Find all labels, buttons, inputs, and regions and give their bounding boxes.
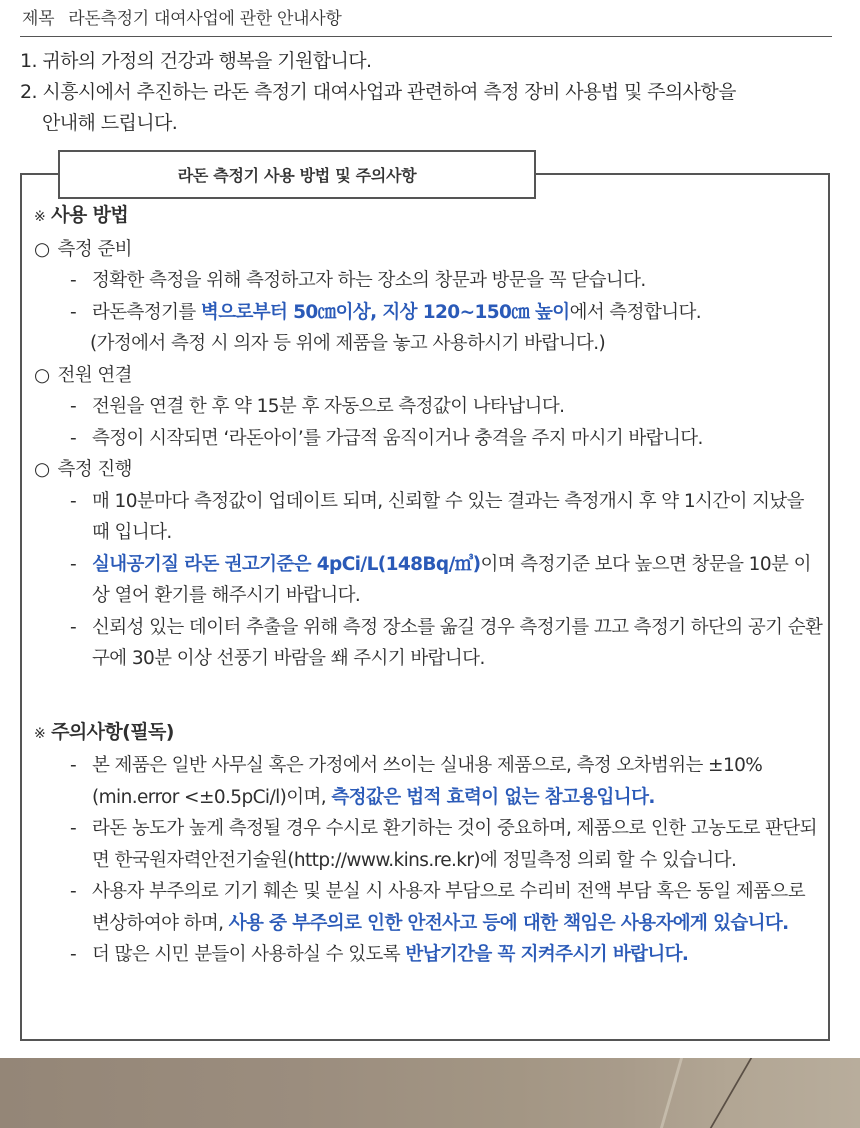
document-subject: [22, 6, 832, 32]
intro-item-2: 2. 시흥시에서 추진하는 라돈 측정기 대여사업과 관련하여 측정 장비 사용법 및 주의사항을: [20, 81, 736, 103]
subsection-progress-heading: ○ 측정 진행: [34, 459, 132, 480]
subject-divider: [20, 36, 832, 37]
circle-bullet-icon: ○: [34, 459, 50, 480]
wall-photo: [0, 1058, 860, 1128]
highlight-text: 반납기간을 꼭 지켜주시기 바랍니다.: [405, 944, 689, 965]
highlight-text: 벽으로부터 50㎝이상, 지상 120~150㎝ 높이: [200, 301, 570, 323]
progress-bullet-1: - 매 10분마다 측정값이 업데이트 되며, 신뢰할 수 있는 결과는 측정개시 후 약 1시간이 지났을 때 입니다.: [70, 490, 804, 543]
instructions-content: [34, 198, 824, 971]
highlight-text: 실내공기질 라돈 권고기준은 4pCi/L(148Bq/㎥): [92, 553, 481, 575]
reference-mark-icon: ※: [34, 209, 46, 225]
power-bullet-2: - 측정이 시작되면 ‘라돈아이’를 가급적 움직이거나 충격을 주지 마시기 바랍니다.: [70, 427, 703, 449]
prep-bullet-2: - 라돈측정기를 벽으로부터 50㎝이상, 지상 120~150㎝ 높이에서 측정합니다.: [70, 301, 702, 323]
caution-bullet-4: - 더 많은 시민 분들이 사용하실 수 있도록 반납기간을 꼭 지켜주시기 바랍니다.: [70, 944, 689, 965]
power-bullet-1: - 전원을 연결 한 후 약 15분 후 자동으로 측정값이 나타납니다.: [70, 396, 565, 417]
caution-bullet-2: - 라돈 농도가 높게 측정될 경우 수시로 환기하는 것이 중요하며, 제품으로 인한 고농도로 판단되면 한국원자력안전기술원(http://www.kins.re.kr)에 정밀측정 의뢰 할 수 있습니다.: [70, 818, 817, 871]
prep-bullet-1: - 정확한 측정을 위해 측정하고자 하는 장소의 창문과 방문을 꼭 닫습니다.: [70, 270, 646, 291]
subsection-power-heading: ○ 전원 연결: [34, 364, 132, 386]
progress-bullet-2: - 실내공기질 라돈 권고기준은 4pCi/L(148Bq/㎥)이며 측정기준 보다 높으면 창문을 10분 이상 열어 환기를 해주시기 바랍니다.: [70, 553, 811, 606]
highlight-text: 측정값은 법적 효력이 없는 참고용입니다.: [331, 786, 655, 808]
progress-bullet-3: - 신뢰성 있는 데이터 추출을 위해 측정 장소를 옮길 경우 측정기를 끄고 측정기 하단의 공기 순환구에 30분 이상 선풍기 바람을 쐐 주시기 바랍니다.: [70, 616, 823, 669]
instructions-box-title: 라돈 측정기 사용 방법 및 주의사항: [58, 150, 536, 199]
prep-note: (가정에서 측정 시 의자 등 위에 제품을 놓고 사용하시기 바랍니다.): [90, 333, 606, 354]
subsection-prep-heading: ○ 측정 준비: [34, 238, 132, 260]
subject-title: 라돈측정기 대여사업에 관한 안내사항: [68, 9, 342, 29]
intro-item-1: 1. 귀하의 가정의 건강과 행복을 기원합니다.: [20, 50, 372, 72]
section-caution-heading: ※ 주의사항(필독): [34, 720, 174, 743]
cable-line: [710, 1058, 752, 1128]
caution-bullet-1: - 본 제품은 일반 사무실 혹은 가정에서 쓰이는 실내용 제품으로, 측정 오차범위는 ±10% (min.error <±0.5pCi/l)이며, 측정값은 법적 효력이 없는 참고용입니다.: [70, 755, 763, 808]
section-spacer: [34, 675, 824, 715]
highlight-text: 사용 중 부주의로 인한 안전사고 등에 대한 책임은 사용자에게 있습니다.: [228, 912, 789, 934]
wall-corner-edge: [660, 1058, 683, 1128]
circle-bullet-icon: ○: [34, 364, 50, 386]
section-usage-heading: ※ 사용 방법: [34, 204, 129, 226]
reference-mark-icon: ※: [34, 725, 46, 742]
caution-bullet-3: - 사용자 부주의로 기기 훼손 및 분실 시 사용자 부담으로 수리비 전액 부담 혹은 동일 제품으로 변상하여야 하며, 사용 중 부주의로 인한 안전사고 등에 대한 책임은 사용자에게 있습니다.: [70, 881, 805, 934]
circle-bullet-icon: ○: [34, 238, 50, 260]
intro-item-2-continued: 안내해 드립니다.: [42, 112, 178, 134]
subject-label: 제목: [22, 9, 55, 29]
intro-list: [20, 46, 840, 139]
